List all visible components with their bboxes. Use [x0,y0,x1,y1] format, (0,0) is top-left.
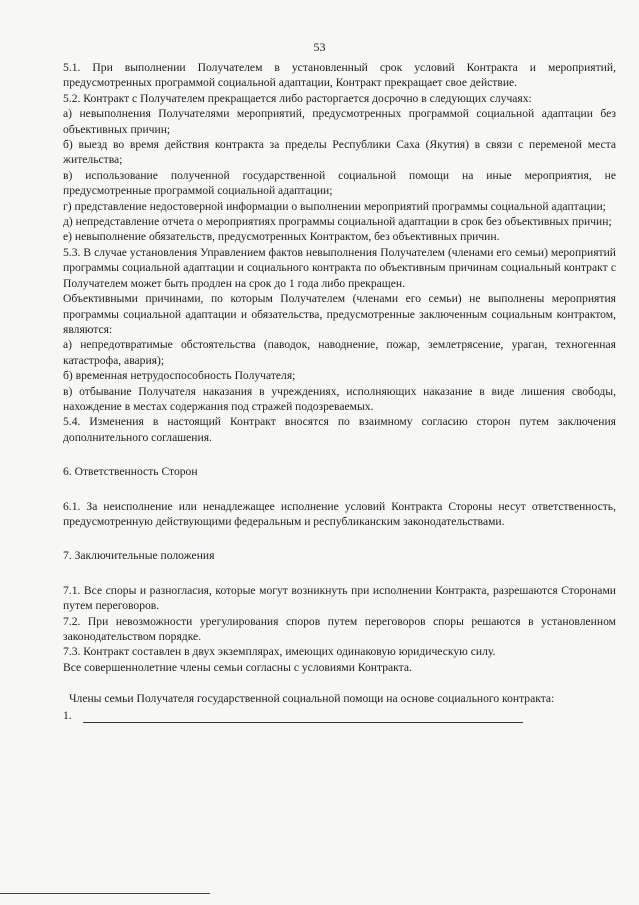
page-number: 53 [313,40,326,54]
section-7-heading: 7. Заключительные положения [63,549,215,563]
signatures-intro: Члены семьи Получателя государственной социальной помощи на основе социального контракта: [69,692,555,706]
family-consent: Все совершеннолетние члены семьи согласны с условиями Контракта. [63,660,412,674]
clause-7-2: 7.2. При невозможности урегулирования споров путем переговоров споры решаются в установленном законодательством порядке. [63,614,616,643]
clause-5-2-b: б) выезд во время действия контракта за пределы Республики Саха (Якутия) в связи с переменой места жительства; [63,138,616,167]
clause-5-2-g: г) представление недостоверной информации о выполнении мероприятий программы социальной адаптации; [63,199,606,213]
reason-a: а) непредотвратимые обстоятельства (паводок, наводнение, пожар, землетрясение, ураган, техногенная катастрофа, авария); [63,338,616,367]
reason-v: в) отбывание Получателя наказания в учреждениях, исполняющих наказание в виде лишения свободы, нахождение в местах содержания под стражей подозреваемых. [63,384,616,413]
clause-7-3: 7.3. Контракт составлен в двух экземплярах, имеющих одинаковую юридическую силу. [63,645,496,659]
clause-5-2-d: д) непредставление отчета о мероприятиях программы социальной адаптации в срок без объективных причин; [63,215,612,229]
signature-number: 1. [63,708,72,722]
signature-line-1 [63,708,616,723]
clause-5-2: 5.2. Контракт с Получателем прекращается либо расторгается досрочно в следующих случаях: [63,91,532,105]
section-5 [63,60,616,445]
clause-5-1: 5.1. При выполнении Получателем в установленный срок условий Контракта и мероприятий, предусмотренных программой социальной адаптации, Контракт прекращает свое действие. [63,61,616,90]
clause-5-4: 5.4. Изменения в настоящий Контракт вносятся по взаимному согласию сторон путем заключения дополнительного соглашения. [63,415,616,444]
document-body [63,60,616,723]
footer-rule [0,893,210,894]
reason-b: б) временная нетрудоспособность Получателя; [63,369,296,383]
clause-5-2-a: а) невыполнения Получателями мероприятий, предусмотренных программой социальной адаптации без объективных причин; [63,107,616,136]
clause-7-1: 7.1. Все споры и разногласия, которые могут возникнуть при исполнении Контракта, разрешаются Сторонами путем переговоров. [63,583,616,613]
signature-blank [83,710,523,723]
section-6-heading: 6. Ответственность Сторон [63,465,198,479]
objective-reasons: Объективными причинами, по которым Получателем (членами его семьи) не выполнены мероприятия программы социальной адаптации и обязательства, предусмотренные заключенным социальным контрактом, являются: [63,292,616,336]
clause-5-2-v: в) использование полученной государственной социальной помощи на иные мероприятия, не предусмотренные программой социальной адаптации; [63,168,616,198]
clause-5-2-e: е) невыполнение обязательств, предусмотренных Контрактом, без объективных причин. [63,230,500,244]
clause-6-1: 6.1. За неисполнение или ненадлежащее исполнение условий Контракта Стороны несут ответственность, предусмотренную действующими федеральным и республиканским законодательствами. [63,499,616,528]
clause-5-3: 5.3. В случае установления Управлением фактов невыполнения Получателем (членами его семьи) мероприятий программы социальной адаптации и социального контракта по объективным причинам социальный контракт с Получателем может быть продлен на срок до 1 года либо прекращен. [63,245,616,290]
